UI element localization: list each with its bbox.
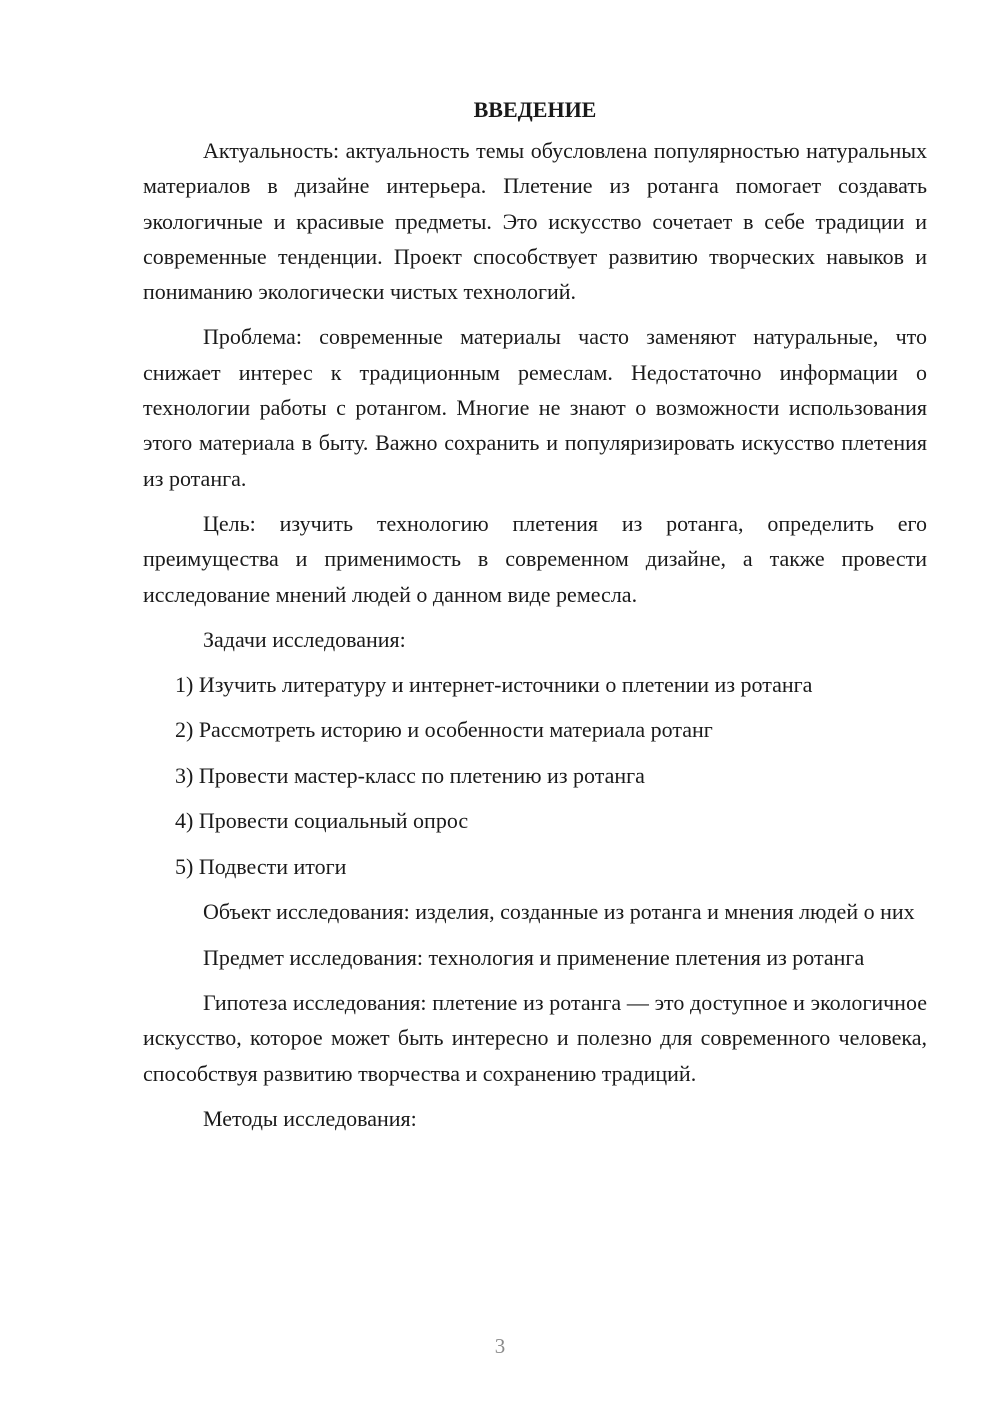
- tasks-heading: Задачи исследования:: [203, 626, 406, 652]
- methods-heading: Методы исследования:: [203, 1105, 417, 1131]
- list-item: 1) Изучить литературу и интернет-источники о плетении из ротанга: [175, 671, 813, 697]
- object-paragraph: Объект исследования: изделия, созданные из ротанга и мнения людей о них: [203, 899, 915, 925]
- list-item: 3) Провести мастер-класс по плетению из ротанга: [175, 762, 645, 788]
- list-item: 2) Рассмотреть историю и особенности материала ротанг: [175, 717, 713, 743]
- list-item: 5) Подвести итоги: [175, 853, 347, 879]
- list-item: 4) Провести социальный опрос: [175, 808, 469, 834]
- tasks-list: [143, 667, 927, 884]
- subject-paragraph: Предмет исследования: технология и применение плетения из ротанга: [203, 944, 865, 970]
- hypothesis-paragraph: Гипотеза исследования: плетение из ротанга — это доступное и экологичное искусство, которое может быть интересно и полезно для современного человека, способствуя развитию творчества и сохранению традиций.: [143, 989, 927, 1086]
- relevance-paragraph: Актуальность: актуальность темы обусловлена популярностью натуральных материалов в дизайне интерьера. Плетение из ротанга помогает создавать экологичные и красивые предметы. Это искусство сочетает в себе традиции и современные тенденции. Проект способствует развитию творческих навыков и пониманию экологически чистых технологий.: [143, 138, 927, 305]
- goal-paragraph: Цель: изучить технологию плетения из ротанга, определить его преимущества и применимость в современном дизайне, а также провести исследование мнений людей о данном виде ремесла.: [143, 510, 927, 607]
- page-content: [143, 92, 927, 1146]
- problem-paragraph: Проблема: современные материалы часто заменяют натуральные, что снижает интерес к традиционным ремеслам. Недостаточно информации о технологии работы с ротангом. Многие не знают о возможности использования этого материала в быту. Важно сохранить и популяризировать искусство плетения из ротанга.: [143, 324, 927, 491]
- page-number: 3: [494, 1334, 506, 1358]
- section-title: ВВЕДЕНИЕ: [473, 97, 597, 122]
